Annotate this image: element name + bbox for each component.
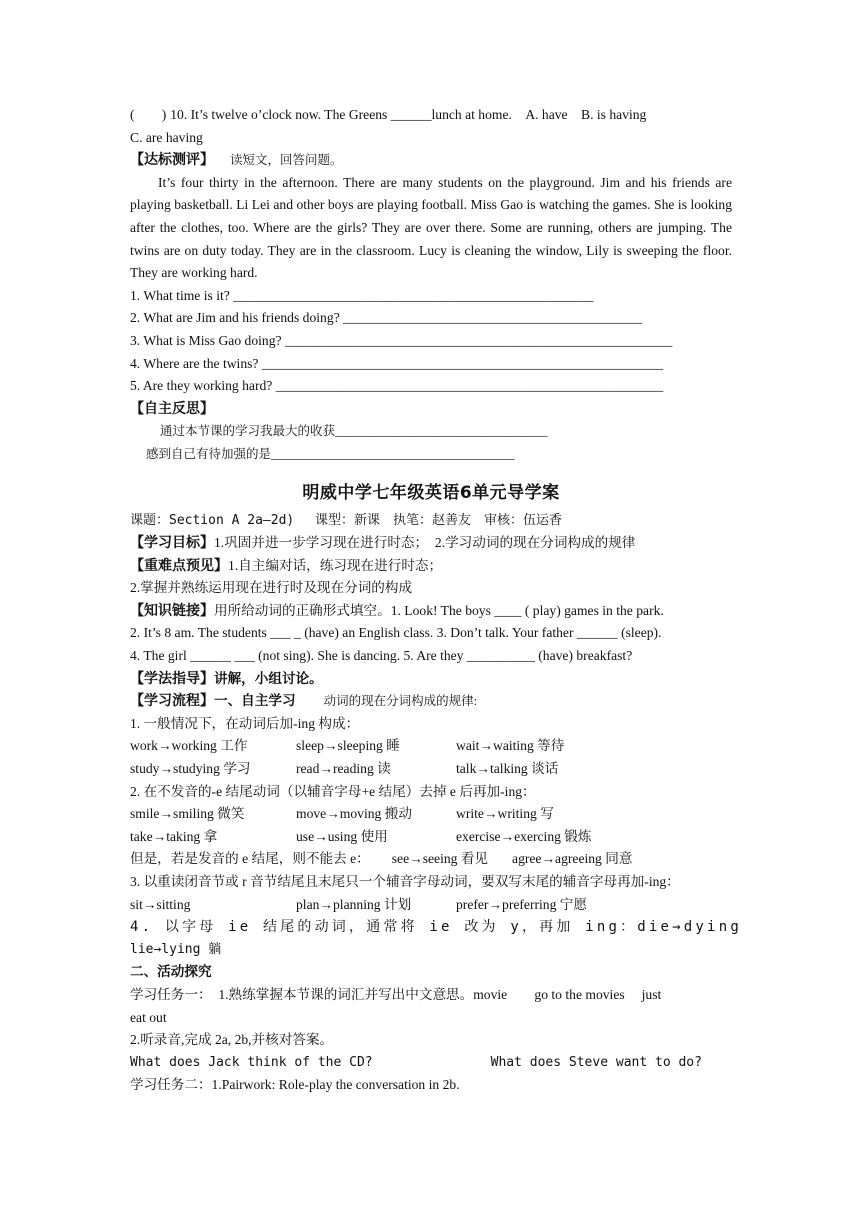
method-text: 讲解，小组讨论。: [214, 670, 323, 687]
task-1-item-2: 2.听录音,完成 2a, 2b,并核对答案。: [130, 1032, 334, 1048]
rule-2-note-text: 但是，若是发音的 e 结尾，则不能去 e：: [130, 851, 370, 867]
example: study→studying 学习: [130, 761, 251, 777]
question-jack: What does Jack think of the CD?: [130, 1054, 373, 1070]
rule-4-cont: lie→lying 躺: [130, 941, 222, 957]
example: write→writing 写: [456, 806, 554, 822]
rule-2-note: [130, 848, 732, 871]
reflect-line-2: 感到自己有待加强的是_______________________________________: [146, 446, 515, 461]
question-2: 2. What are Jim and his friends doing? ____________________________________________: [130, 310, 643, 326]
goals-text: 1.巩固并进一步学习现在进行时态； 2.学习动词的现在分词构成的规律: [214, 535, 636, 551]
example: read→reading 读: [296, 761, 391, 777]
focus-label: 【重难点预见】: [130, 557, 228, 574]
question-4: 4. Where are the twins? ___________________________________________________________: [130, 355, 663, 371]
option-b: B. is having: [581, 107, 647, 122]
example: wait→waiting 等待: [456, 738, 565, 754]
question-3: 3. What is Miss Gao doing? _________________________________________________________: [130, 332, 673, 348]
rule-3-row: [130, 894, 732, 917]
rule-1: 1. 一般情况下，在动词后加-ing 构成：: [130, 715, 360, 731]
focus-text: 1.自主编对话，练习现在进行时态；: [228, 557, 443, 573]
task-1: 学习任务一： 1.熟练掌握本节课的词汇并写出中文意思。movie go to the movies just: [130, 986, 662, 1002]
example: plan→planning 计划: [296, 896, 412, 912]
reflect-line-1: 通过本节课的学习我最大的收获__________________________________: [160, 424, 548, 439]
example: prefer→preferring 宁愿: [456, 896, 587, 912]
question-5: 5. Are they working hard? _________________________________________________________: [130, 378, 664, 394]
example: agree→agreeing 同意: [512, 851, 633, 867]
example: use→using 使用: [296, 828, 388, 844]
example: take→taking 拿: [130, 828, 218, 844]
link-label: 【知识链接】: [130, 602, 214, 619]
example: smile→smiling 微笑: [130, 806, 245, 822]
method-label: 【学法指导】: [130, 670, 214, 687]
rule-4: 4. 以字母 ie 结尾的动词，通常将 ie 改为 y，再加 ing：die→dying: [130, 919, 742, 936]
listening-questions: [130, 1052, 732, 1075]
eval-heading: [130, 149, 732, 172]
process-line: [130, 690, 732, 713]
question-text: 10. It’s twelve o’clock now. The Greens ______lunch at home.: [170, 107, 512, 122]
example: work→working 工作: [130, 738, 248, 754]
focus-line: [130, 555, 732, 578]
option-c: C. are having: [130, 129, 203, 145]
activity-heading: 二、活动探究: [130, 964, 212, 981]
method-line: [130, 668, 732, 691]
example: talk→talking 谈话: [456, 761, 559, 777]
link-line-3: 4. The girl ______ ___ (not sing). She is dancing. 5. Are they __________ (have) breakfast?: [130, 648, 633, 664]
question-steve: What does Steve want to do?: [490, 1054, 702, 1070]
rule-1-row-2: [130, 758, 732, 781]
rule-3: 3. 以重读闭音节或 r 音节结尾且末尾只一个辅音字母动词，要双写末尾的辅音字母再加-ing：: [130, 874, 680, 889]
rule-2: 2. 在不发音的-e 结尾动词（以辅音字母+e 结尾）去掉 e 后再加-ing：: [130, 783, 536, 799]
process-label: 【学习流程】: [130, 693, 214, 710]
answer-paren: ( ): [130, 107, 167, 122]
document-page: [130, 104, 742, 1097]
link-line-1: [130, 600, 732, 623]
task-1-cont: eat out: [130, 1009, 167, 1025]
eval-instruction: 读短文，回答问题。: [230, 153, 343, 168]
rule-2-row-2: [130, 826, 732, 849]
question-1: 1. What time is it? _____________________________________________________: [130, 287, 594, 303]
link-text-1: 用所给动词的正确形式填空。1. Look! The boys ____ ( play) games in the park.: [214, 602, 664, 618]
process-sub: 一、自主学习: [214, 693, 296, 710]
rule-1-row-1: [130, 735, 732, 758]
lesson-meta: 课题：Section A 2a—2d) 课型：新课 执笔：赵善友 审核：伍运香: [130, 512, 563, 528]
eval-label: 【达标测评】: [130, 152, 214, 169]
focus-line-2: 2.掌握并熟练运用现在进行时及现在分词的构成: [130, 580, 413, 596]
reading-passage: It’s four thirty in the afternoon. There are many students on the playground. Jim and his friends are playing basketball. Li Lei and other boys are playing football. Miss Gao is watching the games. She is looking after the clothes, too. Where are the girls? They are over there. Some are running, others are jumping. The twins are on duty today. They are in the classroom. Lucy is cleaning the window, Lily is sweeping the floor. They are working hard.: [130, 174, 732, 281]
rule-2-row-1: [130, 803, 732, 826]
goals-label: 【学习目标】: [130, 535, 214, 552]
link-line-2: 2. It’s 8 am. The students ___ _ (have) an English class. 3. Don’t talk. Your father ______ (sleep).: [130, 625, 662, 641]
example: sit→sitting: [130, 896, 191, 912]
example: exercise→exercing 锻炼: [456, 828, 592, 844]
option-a: A. have: [525, 107, 568, 122]
document-title: 明威中学七年级英语6单元导学案: [302, 482, 560, 503]
process-text: 动词的现在分词构成的规律:: [323, 694, 478, 709]
question-10: [130, 104, 732, 127]
example: move→moving 搬动: [296, 806, 412, 822]
reflect-label: 【自主反思】: [130, 400, 214, 417]
example: see→seeing 看见: [391, 851, 489, 867]
example: sleep→sleeping 睡: [296, 738, 400, 754]
goals-line: [130, 532, 732, 555]
task-2: 学习任务二：1.Pairwork: Role-play the conversation in 2b.: [130, 1077, 460, 1093]
